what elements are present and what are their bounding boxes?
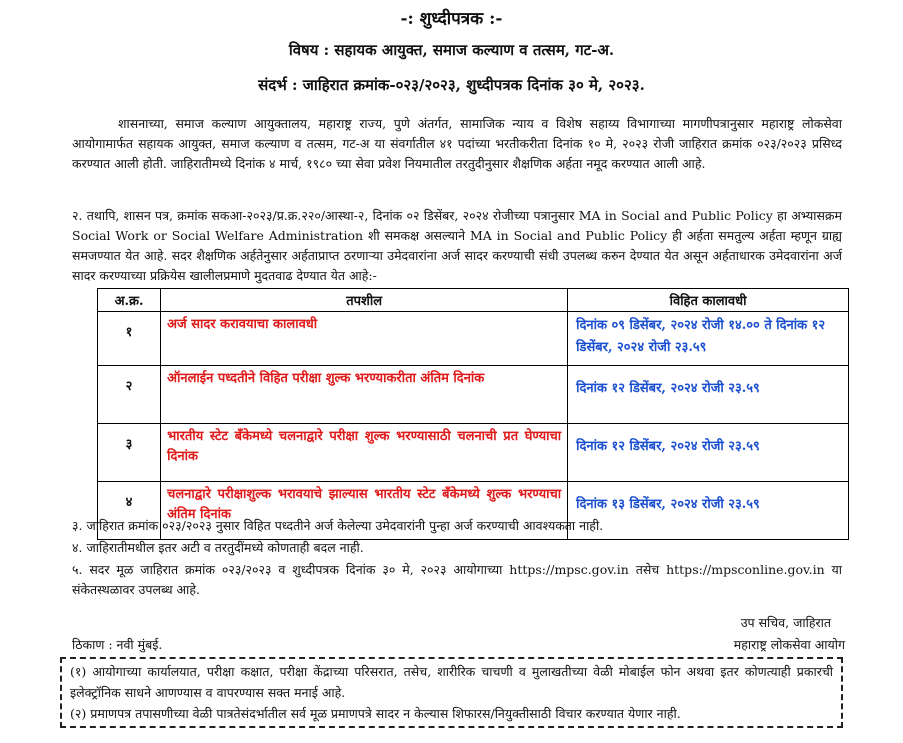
note-4: ४. जाहिरातीमधील इतर अटी व तरतुदींमध्ये कोणताही बदल नाही. (72, 540, 364, 555)
table-header-row (98, 289, 849, 312)
document-title: -: शुध्दीपत्रक :- (400, 9, 503, 29)
table-row (98, 424, 849, 482)
footer-instruction-1: (१) आयोगाच्या कार्यालयात, परीक्षा कक्षात, परीक्षा केंद्राच्या परिसरात, तसेच, शारीरिक चाचणी व मुलाखतीच्या वेळी मोबाईल फोन अथवा इतर कोणत्याही प्रकारची इलेक्ट्रॉनिक साधने आणण्यास व वापरण्यास सक्त मनाई आहे. (70, 664, 833, 700)
header-detail: तपशील (161, 289, 568, 312)
row-period: दिनांक ०९ डिसेंबर, २०२४ रोजी १४.०० ते दिनांक १२ डिसेंबर, २०२४ रोजी २३.५९ (568, 312, 849, 366)
row-period: दिनांक १३ डिसेंबर, २०२४ रोजी २३.५९ (568, 482, 849, 540)
signatory-designation: उप सचिव, जाहिरात (740, 615, 831, 630)
note-3: ३. जाहिरात क्रमांक ०२३/२०२३ नुसार विहित पध्दतीने अर्ज केलेल्या उमेदवारांनी पुन्हा अर्ज करण्याची आवश्यकता नाही. (72, 518, 604, 533)
paragraph-intro-text: शासनाच्या, समाज कल्याण आयुक्तालय, महाराष्ट्र राज्य, पुणे अंतर्गत, सामाजिक न्याय व विशेष सहाय्य विभागाच्या मागणीपत्रानुसार महाराष्ट्र लोकसेवा आयोगामार्फत सहायक आयुक्त, समाज कल्याण व तत्सम, गट-अ या संवर्गातील ४१ पदांच्या भरतीकरीता दिनांक १० मे, २०२३ रोजी जाहिरात क्रमांक ०२३/२०२३ प्रसिध्द करण्यात आली होती. जाहिरातीमध्ये दिनांक ४ मार्च, १९८० च्या सेवा प्रवेश नियमातील तरतुदीनुसार शैक्षणिक अर्हता नमूद करण्यात आली आहे. (72, 116, 842, 171)
note-5: ५. सदर मूळ जाहिरात क्रमांक ०२३/२०२३ व शुध्दीपत्रक दिनांक ३० मे, २०२३ आयोगाच्या https://mpsc.gov.in तसेच https://mpsconline.gov.in या संकेतस्थळावर उपलब्ध आहे. (72, 562, 842, 597)
subject-line: विषय : सहायक आयुक्त, समाज कल्याण व तत्सम, गट-अ. (288, 41, 615, 59)
row-detail: भारतीय स्टेट बँकेमध्ये चलनाद्वारे परीक्षा शुल्क भरण्यासाठी चलनाची प्रत घेण्याचा दिनांक (161, 424, 568, 482)
paragraph-intro (72, 114, 842, 174)
row-period: दिनांक १२ डिसेंबर, २०२४ रोजी २३.५९ (568, 366, 849, 424)
footer-instruction-2: (२) प्रमाणपत्र तपासणीच्या वेळी पात्रतेसंदर्भातील सर्व मूळ प्रमाणपत्रे सादर न केल्यास शिफारस/नियुक्तीसाठी विचार करण्यात येणार नाही. (70, 706, 681, 721)
schedule-table (97, 288, 849, 540)
row-serial: १ (98, 312, 161, 366)
place-line: ठिकाण : नवी मुंबई. (72, 637, 163, 652)
row-serial: ३ (98, 424, 161, 482)
row-detail: चलनाद्वारे परीक्षाशुल्क भरावयाचे झाल्यास भारतीय स्टेट बँकेमध्ये शुल्क भरण्याचा अंतिम दिनांक (161, 482, 568, 540)
paragraph-2: २. तथापि, शासन पत्र, क्रमांक सकआ-२०२३/प्र.क्र.२२०/आस्था-२, दिनांक ०२ डिसेंबर, २०२४ रोजीच्या पत्रानुसार MA in Social and Public Policy हा अभ्यासक्रम Social Work or Social Welfare Administration शी समकक्ष असल्याने MA in Social and Public Policy ही अर्हता समतुल्य अर्हता म्हणून ग्राह्य समजण्यात येत आहे. सदर शैक्षणिक अर्हतेनुसार अर्हताप्राप्त ठरणाऱ्या उमेदवारांना अर्ज सादर करण्याची संधी उपलब्ध करुन देण्यात येत असून अर्हताधारक उमेदवारांना अर्ज सादर करण्याच्या प्रक्रियेस खालीलप्रमाणे मुदतवाढ देण्यात येत आहे:- (72, 208, 842, 283)
row-detail: ऑनलाईन पध्दतीने विहित परीक्षा शुल्क भरण्याकरीता अंतिम दिनांक (161, 366, 568, 424)
signatory-organization: महाराष्ट्र लोकसेवा आयोग (733, 637, 845, 652)
header-serial: अ.क्र. (98, 289, 161, 312)
footer-instructions-box (60, 657, 843, 728)
reference-line: संदर्भ : जाहिरात क्रमांक-०२३/२०२३, शुध्दीपत्रक दिनांक ३० मे, २०२३. (258, 76, 645, 94)
header-period: विहित कालावधी (568, 289, 849, 312)
table-row (98, 312, 849, 366)
row-serial: २ (98, 366, 161, 424)
row-detail: अर्ज सादर करावयाचा कालावधी (161, 312, 568, 366)
row-serial: ४ (98, 482, 161, 540)
table-row (98, 366, 849, 424)
row-period: दिनांक १२ डिसेंबर, २०२४ रोजी २३.५९ (568, 424, 849, 482)
